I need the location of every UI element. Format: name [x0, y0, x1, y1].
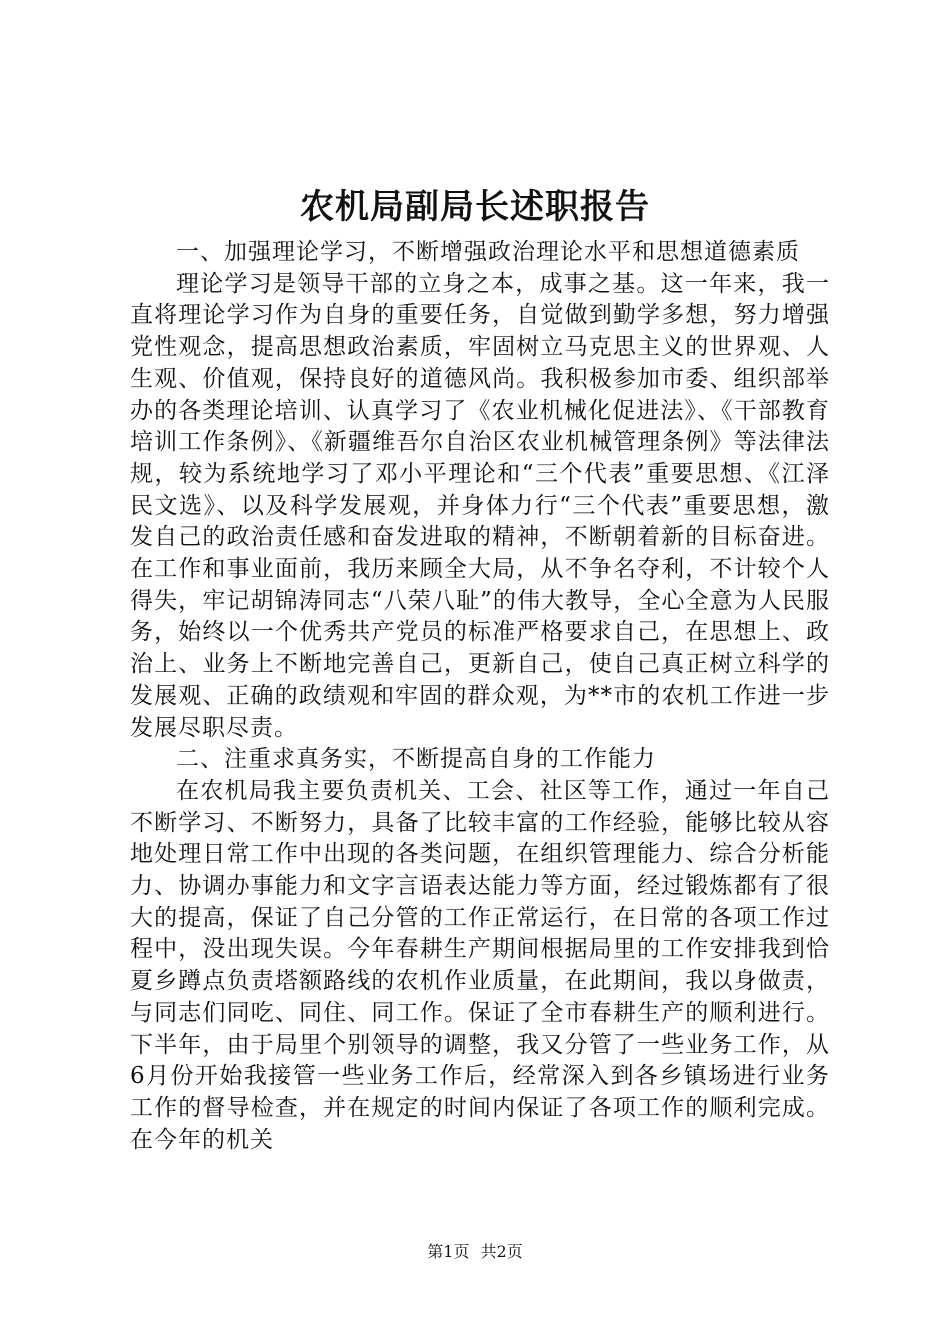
- paragraph-2: 在农机局我主要负责机关、工会、社区等工作，通过一年自己不断学习、不断努力，具备了比较丰富的工作经验，能够比较从容地处理日常工作中出现的各类问题，在组织管理能力、综合分析能力、协调办事能力和文字言语表达能力等方面，经过锻炼都有了很大的提高，保证了自己分管的工作正常运行，在日常的各项工作过程中，没出现失误。今年春耕生产期间根据局里的工作安排我到恰夏乡蹲点负责塔额路线的农机作业质量，在此期间，我以身做责，与同志们同吃、同住、同工作。保证了全市春耕生产的顺利进行。下半年，由于局里个别领导的调整，我又分管了一些业务工作，从6月份开始我接管一些业务工作后，经常深入到各乡镇场进行业务工作的督导检查，并在规定的时间内保证了各项工作的顺利完成。在今年的机关: [130, 777, 830, 1153]
- document-title: 农机局副局长述职报告: [300, 187, 650, 227]
- section-heading-2: 二、注重求真务实，不断提高自身的工作能力: [176, 746, 656, 773]
- page-footer: [0, 1240, 950, 1264]
- page-number: 第1页: [427, 1242, 470, 1261]
- section-heading-1: 一、加强理论学习，不断增强政治理论水平和思想道德素质: [176, 239, 800, 265]
- paragraph-1: 理论学习是领导干部的立身之本，成事之基。这一年来，我一直将理论学习作为自身的重要任务，自觉做到勤学多想，努力增强党性观念，提高思想政治素质，牢固树立马克思主义的世界观、人生观、价值观，保持良好的道德风尚。我积极参加市委、组织部举办的各类理论培训、认真学习了《农业机械化促进法》、《干部教育培训工作条例》、《新疆维吾尔自治区农业机械管理条例》等法律法规，较为系统地学习了邓小平理论和“三个代表”重要思想、《江泽民文选》、以及科学发展观，并身体力行“三个代表”重要思想，激发自己的政治责任感和奋发进取的精神，不断朝着新的目标奋进。在工作和事业面前，我历来顾全大局，从不争名夺利，不计较个人得失，牢记胡锦涛同志“八荣八耻”的伟大教导，全心全意为人民服务，始终以一个优秀共产党员的标准严格要求自己，在思想上、政治上、业务上不断地完善自己，更新自己，使自己真正树立科学的发展观、正确的政绩观和牢固的群众观，为**市的农机工作进一步发展尽职尽责。: [130, 270, 830, 741]
- page-total: 共2页: [480, 1242, 523, 1261]
- document-body: [130, 237, 830, 1156]
